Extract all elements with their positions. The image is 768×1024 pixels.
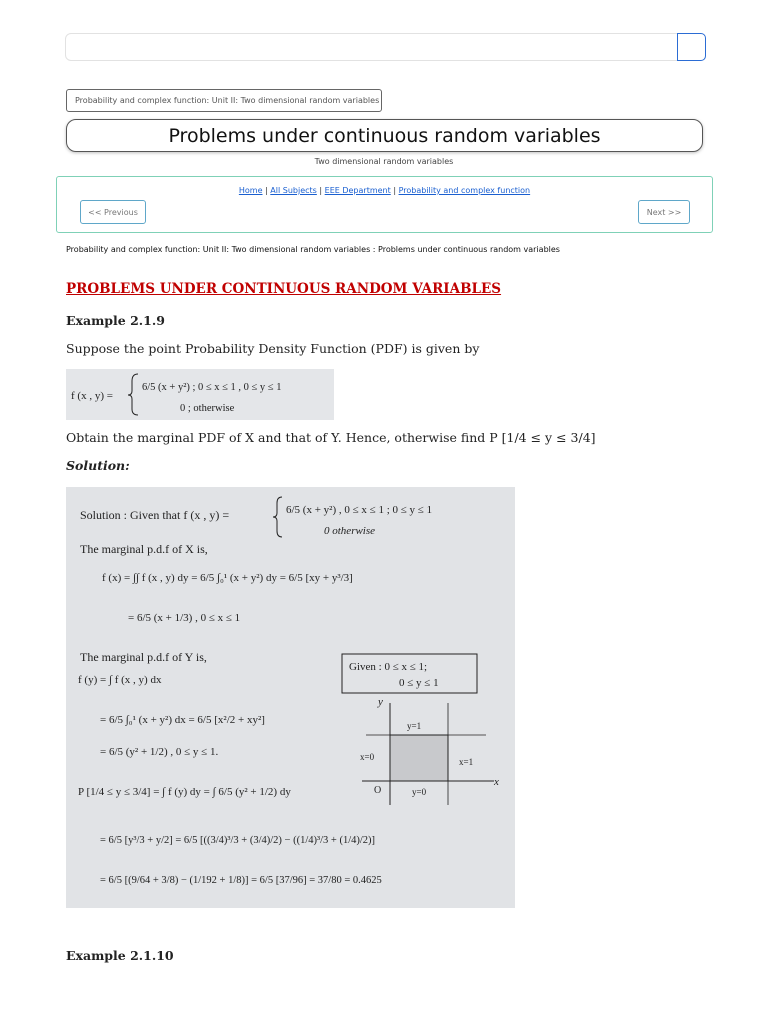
question-paragraph: Obtain the marginal PDF of X and that of Y. Hence, otherwise find P [1/4 ≤ y ≤ 3/4]	[66, 430, 596, 445]
sol-marginal-x-label: The marginal p.d.f of X is,	[80, 542, 208, 556]
solution-drawing	[66, 487, 515, 908]
solution-image	[66, 487, 515, 908]
label-x1: x=1	[459, 757, 474, 767]
nav-link-eee-department[interactable]: EEE Department	[324, 186, 391, 195]
search-bar	[65, 33, 705, 61]
nav-link-subject[interactable]: Probability and complex function	[398, 186, 531, 195]
nav-separator: |	[319, 186, 323, 195]
brace-shape	[273, 497, 282, 537]
formula-case-2: 0 ; otherwise	[180, 403, 235, 414]
sol-line-given: Solution : Given that f (x , y) =	[80, 508, 230, 522]
nav-link-home[interactable]: Home	[238, 186, 263, 195]
nav-link-all-subjects[interactable]: All Subjects	[270, 186, 317, 195]
label-y0: y=0	[412, 787, 427, 797]
nav-links	[57, 186, 712, 195]
sol-marginal-y-label: The marginal p.d.f of Y is,	[80, 650, 207, 664]
brace-shape	[128, 374, 138, 415]
given-text-2: 0 ≤ y ≤ 1	[399, 677, 439, 689]
pdf-formula-image	[66, 369, 334, 420]
sol-fy-result: = 6/5 (y² + 1/2) , 0 ≤ y ≤ 1.	[100, 746, 219, 758]
label-y1: y=1	[407, 721, 422, 731]
sol-prob-step: = 6/5 [y³/3 + y/2] = 6/5 [((3/4)³/3 + (3/4)/2) − ((1/4)³/3 + (1/4)/2)]	[100, 835, 376, 846]
search-input[interactable]	[65, 33, 679, 61]
unit-crumb[interactable]: Probability and complex function: Unit II: Two dimensional random variables	[66, 89, 382, 112]
sol-fy-integral: = 6/5 ∫₀¹ (x + y²) dx = 6/5 [x²/2 + xy²]	[100, 714, 265, 726]
sol-prob-eq: P [1/4 ≤ y ≤ 3/4] = ∫ f (y) dy = ∫ 6/5 (y² + 1/2) dy	[78, 786, 291, 798]
origin-label: O	[374, 785, 382, 796]
breadcrumb: Probability and complex function: Unit II: Two dimensional random variables : Problems under continuous random variables	[66, 245, 560, 254]
sol-fx-eq: f (x) = ∫∫ f (x , y) dy = 6/5 ∫₀¹ (x + y²) dy = 6/5 [xy + y³/3]	[102, 572, 353, 584]
label-x0: x=0	[360, 752, 375, 762]
example-heading: Example 2.1.9	[66, 313, 165, 328]
solution-label: Solution:	[66, 458, 130, 473]
pdf-formula-drawing	[66, 369, 334, 420]
next-button[interactable]: Next >>	[638, 200, 690, 224]
section-heading: PROBLEMS UNDER CONTINUOUS RANDOM VARIABLES	[66, 281, 502, 297]
previous-button[interactable]: << Previous	[80, 200, 146, 224]
page-title: Problems under continuous random variables	[66, 119, 703, 152]
nav-separator: |	[393, 186, 397, 195]
shaded-region	[390, 735, 448, 781]
nav-separator: |	[265, 186, 268, 195]
y-axis-label: y	[378, 696, 383, 708]
given-text-1: Given : 0 ≤ x ≤ 1;	[349, 661, 428, 673]
navigation-box	[56, 176, 713, 233]
sol-case-1: 6/5 (x + y²) , 0 ≤ x ≤ 1 ; 0 ≤ y ≤ 1	[286, 504, 433, 516]
intro-paragraph: Suppose the point Probability Density Function (PDF) is given by	[66, 341, 480, 356]
sol-fx-result: = 6/5 (x + 1/3) , 0 ≤ x ≤ 1	[128, 612, 241, 624]
page-subtitle: Two dimensional random variables	[314, 157, 454, 166]
search-button[interactable]	[677, 33, 706, 61]
example-heading-next: Example 2.1.10	[66, 948, 174, 963]
sol-case-2: 0 otherwise	[324, 525, 376, 537]
sol-fy-eq: f (y) = ∫ f (x , y) dx	[78, 674, 162, 686]
formula-lhs: f (x , y) =	[71, 390, 113, 402]
x-axis-label: x	[494, 776, 499, 788]
sol-prob-result: = 6/5 [(9/64 + 3/8) − (1/192 + 1/8)] = 6/5 [37/96] = 37/80 = 0.4625	[100, 875, 382, 886]
formula-case-1: 6/5 (x + y²) ; 0 ≤ x ≤ 1 , 0 ≤ y ≤ 1	[142, 382, 282, 393]
